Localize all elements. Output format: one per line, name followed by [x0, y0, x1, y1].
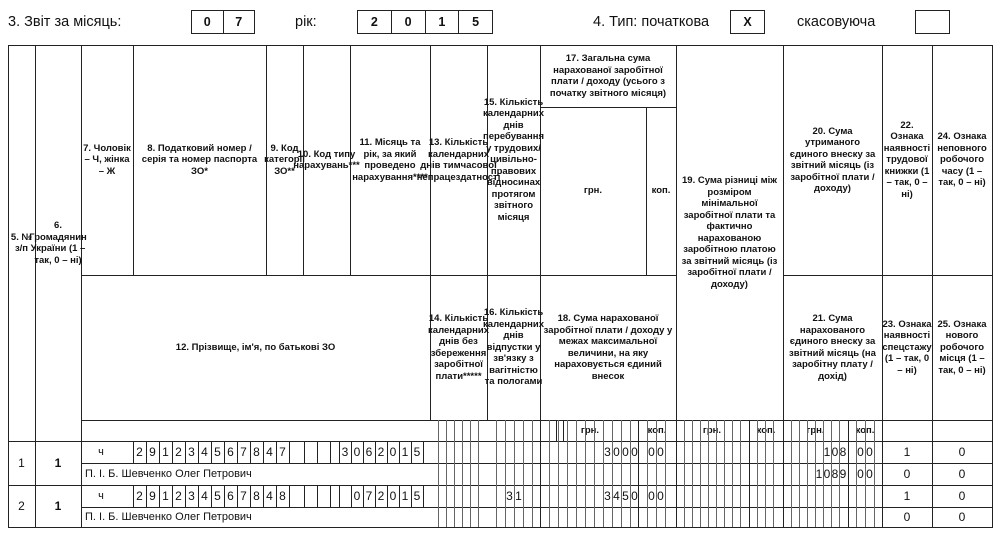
digit-separator	[807, 420, 808, 527]
digit-separator	[585, 420, 586, 527]
col-20-header: 20. Сума утриманого єдиного внеску за звітний місяць (із заробітної плати / доходу)	[789, 125, 876, 194]
withheld-kop-digit: 0	[857, 445, 864, 459]
col-25-header: 25. Ознака нового робочого місця (1 – так, 0 – ні)	[937, 318, 987, 376]
digit-separator	[446, 420, 447, 527]
month-year-digit: 2	[377, 445, 385, 459]
special-service-flag: 0	[903, 467, 911, 481]
tax-digit: 5	[214, 445, 221, 459]
col-23-header: 23. Ознака наявності спецстажу (1 – так, 0 – ні)	[882, 318, 932, 376]
salary-kop-digit: 0	[648, 445, 655, 459]
tax-digit: 6	[227, 489, 234, 503]
type-cancel-checkbox[interactable]	[915, 10, 950, 34]
workbook-flag: 1	[903, 445, 911, 459]
month-year-digit: 0	[353, 489, 361, 503]
col-19-grn-unit: грн.	[702, 424, 722, 436]
month-year-digit: 1	[401, 489, 409, 503]
accrued-grn-digit: 8	[831, 467, 839, 481]
type-initial-mark: X	[743, 15, 752, 29]
withheld-grn-digit: 0	[831, 445, 839, 459]
tax-digit: 2	[136, 489, 143, 503]
col-14-header: 14. Кількість календарних днів без збереження заробітної плати*****	[428, 313, 489, 382]
tax-digit: 4	[201, 489, 208, 503]
report-year-label: рік:	[295, 14, 317, 30]
digit-separator	[765, 420, 766, 527]
digit-separator	[684, 420, 685, 527]
digit-separator	[505, 420, 506, 527]
digit-separator	[514, 420, 515, 527]
digit-separator	[478, 420, 479, 527]
month-year-digit: 0	[389, 489, 397, 503]
new-workplace-flag: 0	[958, 467, 966, 481]
month-year-digit: 1	[401, 445, 409, 459]
month-digit: 7	[223, 11, 255, 33]
salary-kop-digit: 0	[648, 489, 655, 503]
tax-digit: 5	[214, 489, 221, 503]
accrued-grn-digit: 0	[823, 467, 831, 481]
col-5-header: 5. № з/п	[10, 231, 33, 254]
tax-digit: 1	[162, 489, 169, 503]
digit-separator	[558, 420, 559, 527]
salary-kop-digit: 0	[657, 445, 664, 459]
tax-digit: 8	[253, 445, 260, 459]
digit-separator	[773, 420, 774, 527]
digit-cell-border	[304, 441, 305, 463]
digit-separator	[438, 420, 439, 527]
month-year-digit: 7	[365, 489, 373, 503]
digit-separator	[532, 420, 533, 527]
col-17-grn-header: грн.	[583, 185, 603, 197]
accrued-grn-digit: 9	[839, 467, 847, 481]
part-time-flag: 0	[958, 445, 966, 459]
sex-value: ч	[98, 490, 104, 502]
col-19-kop-unit: коп.	[756, 424, 776, 436]
salary-grn-digit: 0	[631, 489, 638, 503]
row-number: 2	[18, 499, 25, 513]
salary-kop-digit: 0	[657, 489, 664, 503]
tax-digit: 7	[240, 489, 247, 503]
month-year-digit: 5	[413, 489, 421, 503]
salary-grn-digit: 0	[631, 445, 638, 459]
salary-grn-digit: 5	[622, 489, 629, 503]
month-year-digit: 0	[353, 445, 361, 459]
month-digit: 0	[203, 15, 211, 29]
year-digit: 0	[391, 11, 425, 33]
digit-separator	[462, 420, 463, 527]
withheld-grn-digit: 8	[839, 445, 847, 459]
tax-digit: 6	[227, 445, 234, 459]
tax-digit: 2	[136, 445, 143, 459]
digit-separator	[549, 420, 550, 527]
col-16-header: 16. Кількість календарних днів відпустки у зв'язку з вагітністю та пологами	[483, 307, 544, 388]
col-15-header: 15. Кількість календарних днів перебування у трудових/ цивільно-правових відносинах протягом звітного місяця	[483, 96, 545, 223]
digit-separator	[621, 420, 622, 527]
col-7-header: 7. Чоловік – Ч, жінка – Ж	[83, 142, 131, 177]
digit-separator	[630, 420, 631, 527]
digit-separator	[523, 420, 524, 527]
report-month-label: 3. Звіт за місяць:	[8, 14, 122, 30]
row-number: 1	[18, 456, 25, 470]
digit-separator	[567, 420, 568, 527]
full-name: П. І. Б. Шевченко Олег Петрович	[85, 468, 252, 480]
citizen-flag: 1	[54, 499, 62, 513]
month-year-digit: 3	[341, 445, 349, 459]
type-cancel-label: скасовуюча	[797, 14, 876, 30]
accrued-grn-digit: 1	[815, 467, 823, 481]
year-digit: 5	[458, 11, 492, 33]
col-17-kop-header: коп.	[651, 185, 671, 197]
col-19-header: 19. Сума різниці між розміром мінімальної заробітної плати та фактично нарахованою заробітною платою за звітний місяць (із заробітної плати / доходу)	[681, 175, 778, 290]
withheld-kop-digit: 0	[866, 445, 873, 459]
col-6-header: 6. Громадянин України (1 – так, 0 – ні)	[29, 220, 87, 266]
digit-cell-border	[330, 485, 331, 507]
type-cancel-mark	[916, 11, 949, 33]
digit-cell-border	[289, 485, 290, 507]
digit-separator	[874, 420, 875, 527]
year-digit: 1	[425, 11, 459, 33]
digit-cell-border	[330, 441, 331, 463]
digit-separator	[732, 420, 733, 527]
digit-separator	[665, 420, 666, 527]
col-22-header: 22. Ознака наявності трудової книжки (1 – так, 0 – ні)	[883, 119, 931, 200]
tax-digit: 8	[279, 489, 286, 503]
tax-digit: 8	[253, 489, 260, 503]
col-8-header: 8. Податковий номер / серія та номер паспорта ЗО*	[141, 142, 258, 177]
grid-line	[638, 420, 639, 527]
salary-grn-digit: 0	[622, 445, 629, 459]
digit-separator	[692, 420, 693, 527]
col-24-header: 24. Ознака неповного робочого часу (1 – так, 0 – ні)	[937, 131, 987, 189]
tax-digit: 2	[175, 445, 182, 459]
col-18-header: 18. Сума нарахованої заробітної плати / доходу у межах максимальної величини, на яку нараховується єдиний внесок	[543, 313, 673, 382]
days-digit: 3	[506, 489, 513, 503]
tax-digit: 9	[149, 489, 156, 503]
digit-separator	[576, 420, 577, 527]
digit-separator	[470, 420, 471, 527]
part-time-flag: 0	[958, 489, 966, 503]
digit-separator	[496, 420, 497, 527]
tax-digit: 4	[266, 489, 273, 503]
col-12-header: 12. Прізвище, ім'я, по батькові ЗО	[175, 341, 336, 353]
col-10-header: 10. Код типу нарахувань***	[293, 148, 360, 171]
tax-digit: 7	[279, 445, 286, 459]
col-20-grn-unit: грн.	[806, 424, 825, 436]
accrued-kop-digit: 0	[866, 467, 873, 481]
digit-separator	[647, 420, 648, 527]
tax-digit: 4	[201, 445, 208, 459]
digit-separator	[724, 420, 725, 527]
type-initial-checkbox[interactable]	[730, 10, 765, 34]
month-year-digit: 5	[413, 445, 421, 459]
digit-cell-border	[317, 485, 318, 507]
report-year-field[interactable]	[357, 10, 493, 34]
accrued-kop-digit: 0	[857, 467, 864, 481]
salary-grn-digit: 3	[604, 445, 611, 459]
month-year-digit: 6	[365, 445, 373, 459]
salary-grn-digit: 0	[613, 445, 620, 459]
digit-separator	[656, 420, 657, 527]
tax-digit: 3	[188, 489, 195, 503]
digit-separator	[757, 420, 758, 527]
row-divider	[81, 463, 430, 464]
salary-grn-digit: 3	[604, 489, 611, 503]
citizen-flag: 1	[54, 456, 62, 470]
report-table	[8, 45, 993, 529]
new-workplace-flag: 0	[958, 510, 966, 524]
month-year-digit: 2	[377, 489, 385, 503]
tax-digit: 9	[149, 445, 156, 459]
col-20-kop-unit: коп.	[855, 424, 875, 436]
col-13-header: 13. Кількість календарних днів тимчасової непрацездатності	[416, 137, 501, 183]
digit-cell-border	[423, 441, 424, 463]
tax-digit: 3	[188, 445, 195, 459]
withheld-grn-digit: 1	[823, 445, 831, 459]
tax-digit: 2	[175, 489, 182, 503]
digit-cell-border	[339, 485, 340, 507]
salary-grn-digit: 4	[613, 489, 620, 503]
tax-digit: 1	[162, 445, 169, 459]
row-divider	[81, 507, 430, 508]
digit-separator	[740, 420, 741, 527]
type-initial-label: 4. Тип: початкова	[593, 14, 710, 30]
col-18-kop-unit: коп.	[647, 424, 667, 436]
digit-separator	[454, 420, 455, 527]
workbook-flag: 1	[903, 489, 911, 503]
year-digit: 2	[370, 15, 378, 29]
digit-separator	[799, 420, 800, 527]
col-18-grn-unit: грн.	[580, 424, 600, 436]
digit-cell-border	[289, 441, 290, 463]
digit-separator	[612, 420, 613, 527]
tax-digit: 4	[266, 445, 273, 459]
digit-separator	[603, 420, 604, 527]
digit-cell-border	[423, 485, 424, 507]
days-digit: 1	[515, 489, 522, 503]
digit-separator	[708, 420, 709, 527]
special-service-flag: 0	[903, 510, 911, 524]
col-17-header: 17. Загальна сума нарахованої заробітної плати / доходу (усього з початку звітного місяця)	[549, 53, 667, 99]
digit-separator	[716, 420, 717, 527]
digit-separator	[791, 420, 792, 527]
col-9-header: 9. Код категорії ЗО**	[264, 142, 305, 177]
col-21-header: 21. Сума нарахованого єдиного внеску за звітний місяць (на заробітну плату / дохід)	[789, 313, 876, 382]
full-name: П. І. Б. Шевченко Олег Петрович	[85, 511, 252, 523]
digit-separator	[700, 420, 701, 527]
report-month-field[interactable]	[191, 10, 255, 34]
col-11-header: 11. Місяць та рік, за який проведено нарахування****	[352, 137, 428, 183]
digit-separator	[594, 420, 595, 527]
sex-value: ч	[98, 446, 104, 458]
tax-digit: 7	[240, 445, 247, 459]
digit-cell-border	[304, 485, 305, 507]
digit-cell-border	[317, 441, 318, 463]
month-year-digit: 0	[389, 445, 397, 459]
